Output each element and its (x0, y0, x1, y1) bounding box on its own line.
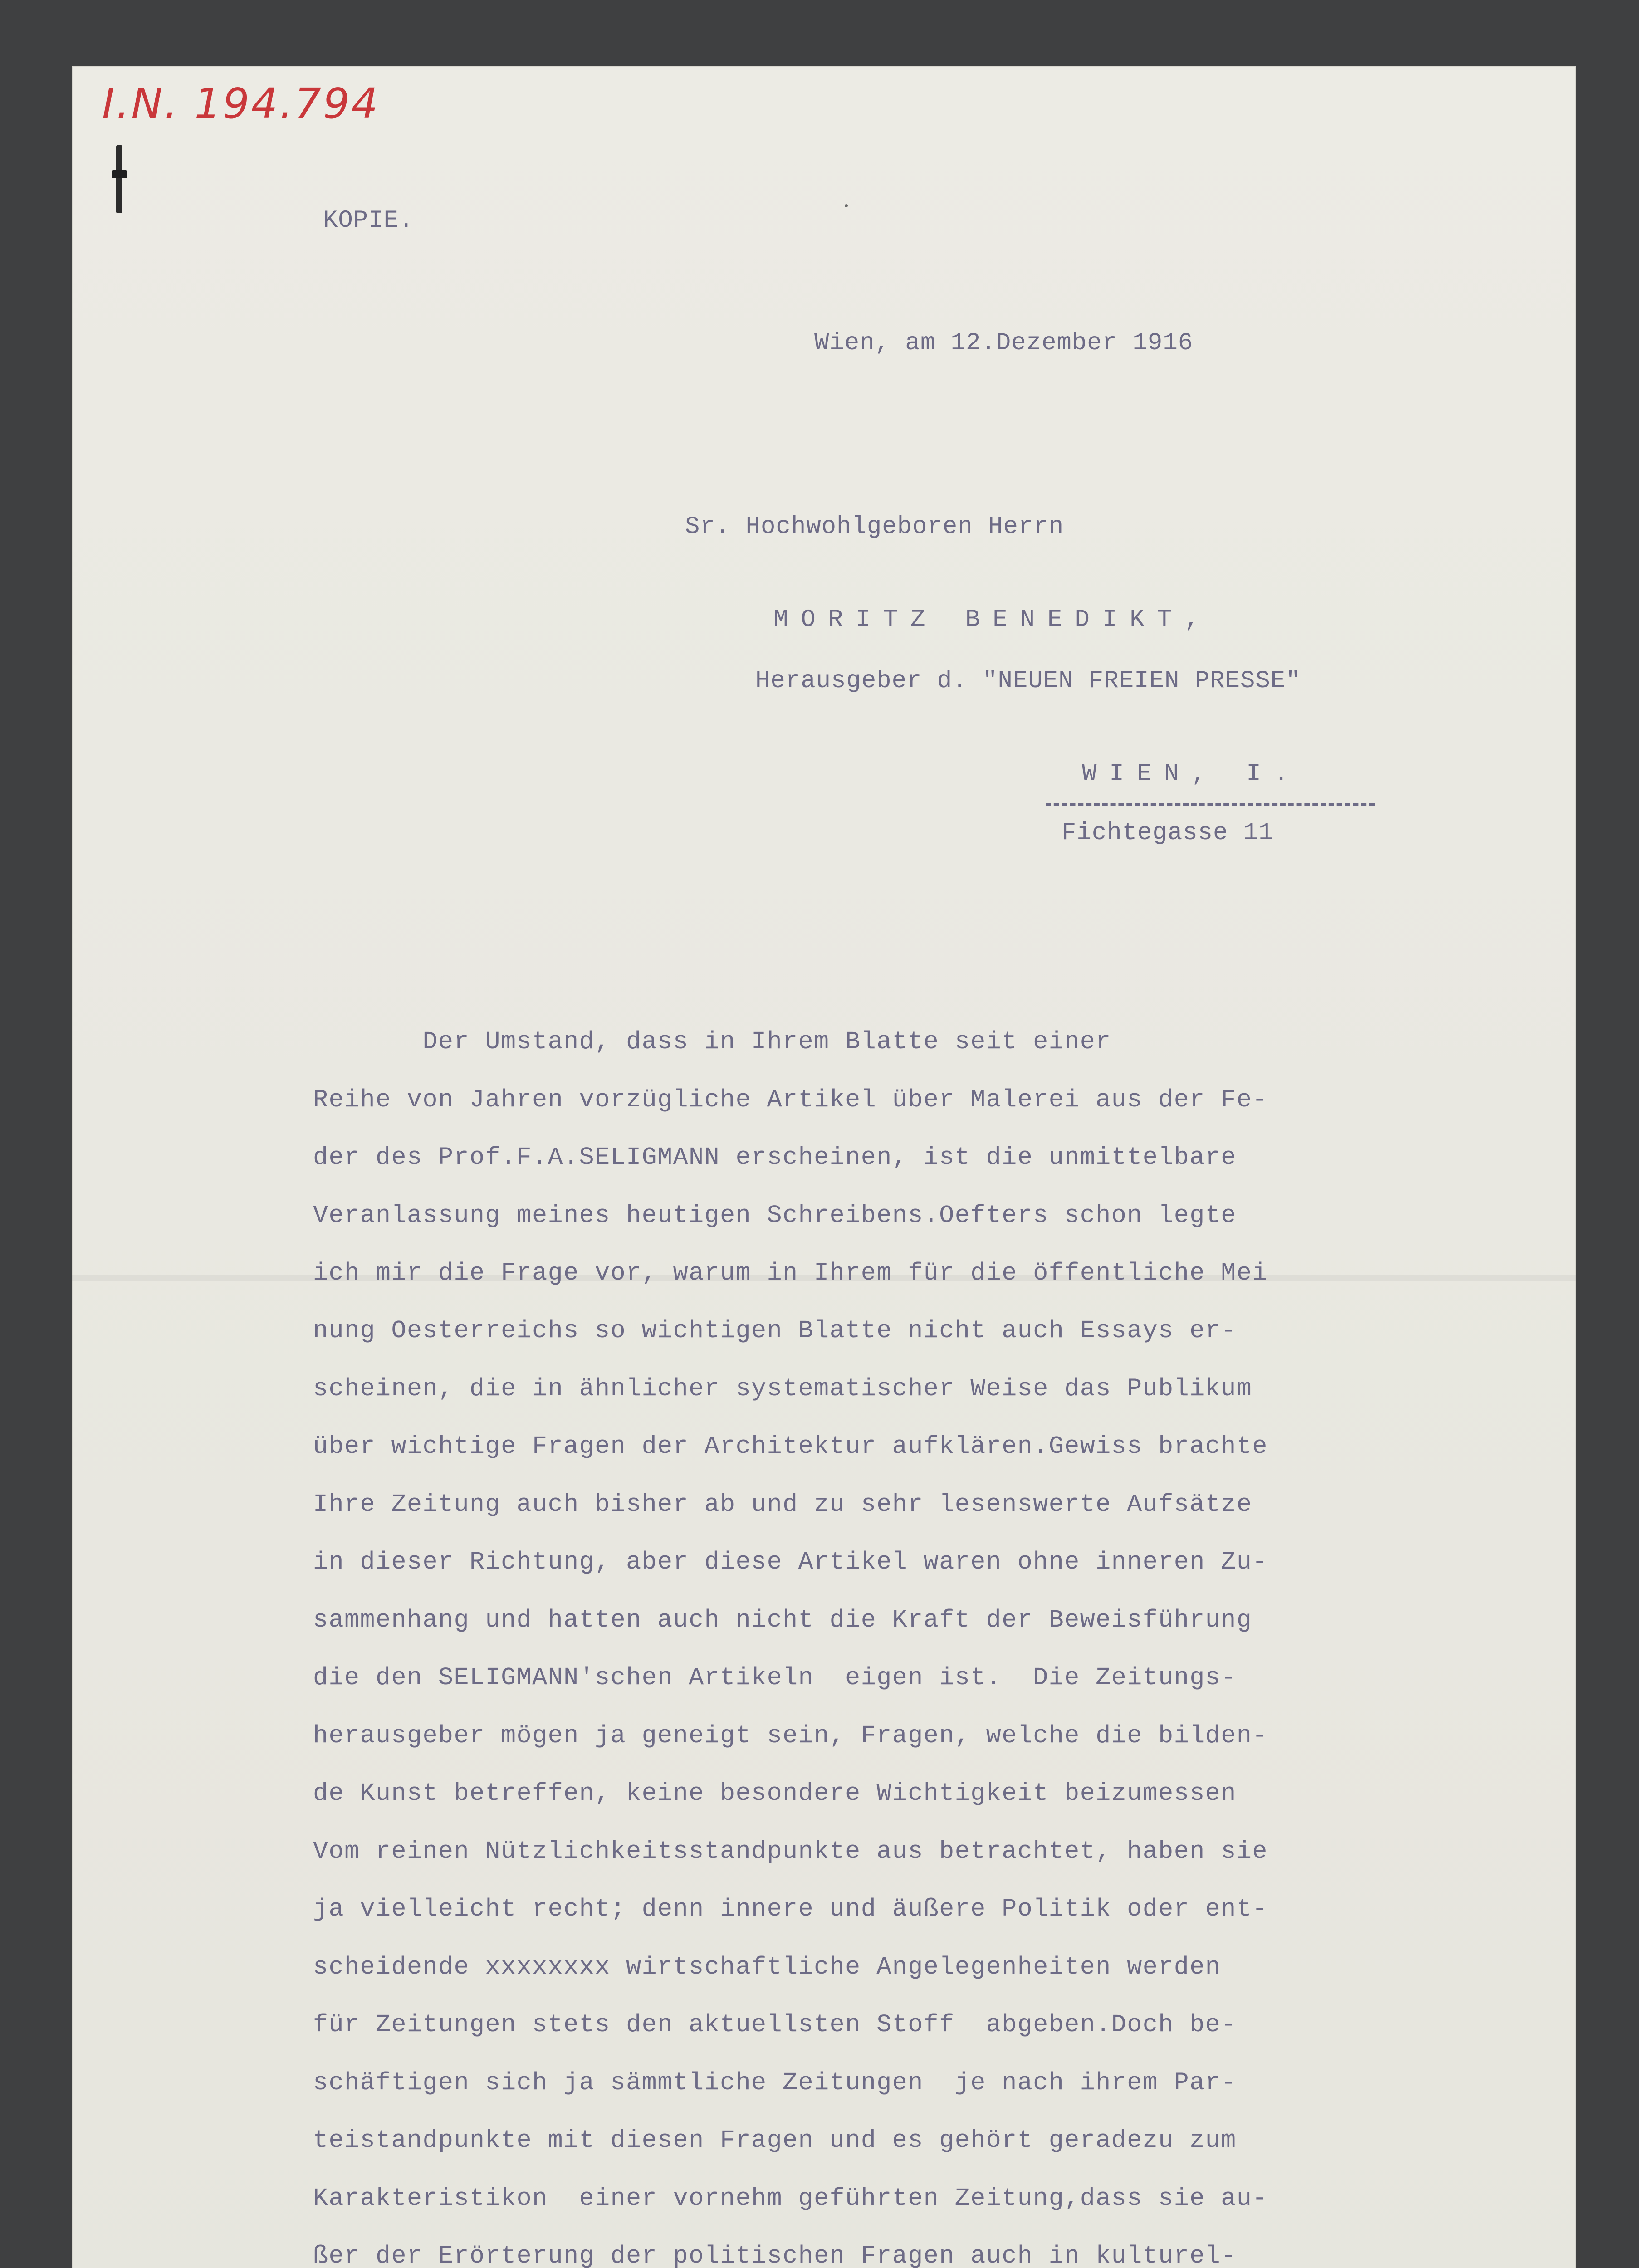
body-line: scheidende xxxxxxxx wirtschaftliche Angelegenheiten werden (313, 1953, 1221, 1981)
body-line: Ihre Zeitung auch bisher ab und zu sehr lesenswerte Aufsätze (313, 1490, 1252, 1519)
body-line: herausgeber mögen ja geneigt sein, Fragen, welche die bilden- (313, 1721, 1268, 1750)
paper-speck (845, 204, 848, 207)
body-line: der des Prof.F.A.SELIGMANN erscheinen, ist die unmittelbare (313, 1143, 1237, 1172)
recipient-street: Fichtegasse 11 (1062, 819, 1274, 847)
body-line: Veranlassung meines heutigen Schreibens.Oefters schon legte (313, 1201, 1237, 1230)
body-line: Reihe von Jahren vorzügliche Artikel über Malerei aus der Fe- (313, 1085, 1268, 1114)
recipient-salutation: Sr. Hochwohlgeboren Herrn (685, 513, 1064, 541)
archive-clip-top (116, 145, 122, 213)
body-line: teistandpunkte mit diesen Fragen und es gehört geradezu zum (313, 2126, 1237, 2155)
body-line: Der Umstand, dass in Ihrem Blatte seit einer (313, 1027, 1111, 1056)
recipient-city: WIEN, I. (1082, 760, 1301, 788)
body-line: für Zeitungen stets den aktuellsten Stoff abgeben.Doch be- (313, 2010, 1237, 2039)
body-line: ich mir die Frage vor, warum in Ihrem für die öffentliche Mei (313, 1259, 1268, 1287)
body-line: scheinen, die in ähnlicher systematischer Weise das Publikum (313, 1374, 1252, 1403)
body-line: ja vielleicht recht; denn innere und äußere Politik oder ent- (313, 1895, 1268, 1923)
copy-label: KOPIE. (323, 207, 414, 235)
body-line: Karakteristikon einer vornehm geführten Zeitung,dass sie au- (313, 2184, 1268, 2213)
inventory-number: I.N. 194.794 (102, 79, 380, 128)
body-line: nung Oesterreichs so wichtigen Blatte nicht auch Essays er- (313, 1316, 1237, 1345)
body-line: Vom reinen Nützlichkeitsstandpunkte aus betrachtet, haben sie (313, 1837, 1268, 1866)
recipient-role: Herausgeber d. "NEUEN FREIEN PRESSE" (755, 667, 1301, 695)
body-line: de Kunst betreffen, keine besondere Wichtigkeit beizumessen (313, 1779, 1237, 1808)
body-line: in dieser Richtung, aber diese Artikel waren ohne inneren Zu- (313, 1548, 1268, 1576)
body-line: schäftigen sich ja sämmtliche Zeitungen je nach ihrem Par- (313, 2068, 1237, 2097)
letter-date: Wien, am 12.Dezember 1916 (814, 329, 1194, 357)
body-line: sammenhang und hatten auch nicht die Kraft der Beweisführung (313, 1606, 1252, 1634)
body-line: über wichtige Fragen der Architektur aufklären.Gewiss brachte (313, 1432, 1268, 1461)
body-line: die den SELIGMANN'schen Artikeln eigen ist. Die Zeitungs- (313, 1663, 1237, 1692)
body-line: ßer der Erörterung der politischen Fragen auch in kulturel- (313, 2242, 1237, 2268)
recipient-name: MORITZ BENEDIKT, (773, 606, 1212, 634)
city-underline (1046, 803, 1375, 806)
